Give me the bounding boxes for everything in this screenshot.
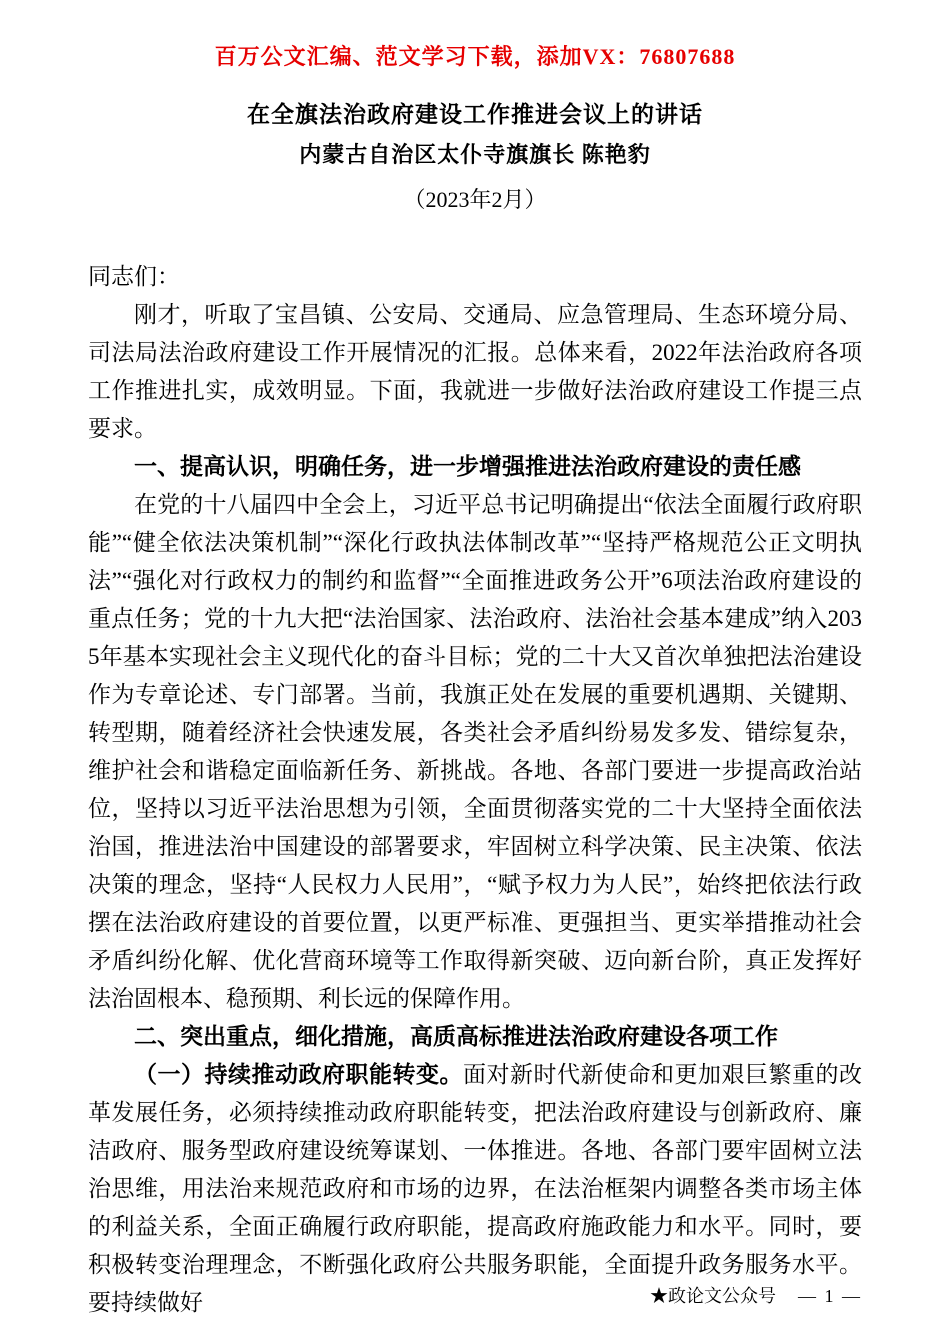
subsection-heading-lead: （一）持续推动政府职能转变。 xyxy=(134,1062,463,1087)
paragraph-section-2 xyxy=(88,1056,862,1322)
document-body xyxy=(88,258,862,1322)
header-promo-notice: 百万公文汇编、范文学习下载，添加VX：76807688 xyxy=(214,44,736,69)
salutation: 同志们： xyxy=(88,264,180,289)
section-heading-2: 二、突出重点，细化措施，高质高标推进法治政府建设各项工作 xyxy=(134,1024,778,1049)
document-title: 在全旗法治政府建设工作推进会议上的讲话 xyxy=(247,102,703,127)
subsection-body-text: 面对新时代新使命和更加艰巨繁重的改革发展任务，必须持续推动政府职能转变，把法治政府建设与创新政府、廉洁政府、服务型政府建设统筹谋划、一体推进。各地、各部门要牢固树立法治思维，用法治来规范政府和市场的边界，在法治框架内调整各类市场主体的利益关系，全面正确履行政府职能，提高政府施政能力和水平。同时，要积极转变治理理念，不断强化政府公共服务职能，全面提升政务服务水平。要持续做好 xyxy=(88,1062,862,1315)
footer-source-label: ★政论文公众号 xyxy=(650,1286,776,1306)
paragraph-section-1: 在党的十八届四中全会上，习近平总书记明确提出“依法全面履行政府职能”“健全依法决策机制”“深化行政执法体制改革”“坚持严格规范公正文明执法”“强化对行政权力的制约和监督”“全面推进政务公开”6项法治政府建设的重点任务；党的十九大把“法治国家、法治政府、法治社会基本建成”纳入2035年基本实现社会主义现代化的奋斗目标；党的二十大又首次单独把法治建设作为专章论述、专门部署。当前，我旗正处在发展的重要机遇期、关键期、转型期，随着经济社会快速发展，各类社会矛盾纠纷易发多发、错综复杂，维护社会和谐稳定面临新任务、新挑战。各地、各部门要进一步提高政治站位，坚持以习近平法治思想为引领，全面贯彻落实党的二十大坚持全面依法治国，推进法治中国建设的部署要求，牢固树立科学决策、民主决策、依法决策的理念，坚持“人民权力人民用”，“赋予权力为人民”，始终把依法行政摆在法治政府建设的首要位置，以更严标准、更强担当、更实举措推动社会矛盾纠纷化解、优化营商环境等工作取得新突破、迈向新台阶，真正发挥好法治固根本、稳预期、利长远的保障作用。 xyxy=(88,492,862,1011)
page-footer xyxy=(650,1284,862,1308)
document-author: 内蒙古自治区太仆寺旗旗长 陈艳豹 xyxy=(299,142,651,167)
paragraph-intro: 刚才，听取了宝昌镇、公安局、交通局、应急管理局、生态环境分局、司法局法治政府建设工作开展情况的汇报。总体来看，2022年法治政府各项工作推进扎实，成效明显。下面，我就进一步做好法治政府建设工作提三点要求。 xyxy=(88,302,862,441)
document-date: （2023年2月） xyxy=(403,187,547,212)
section-heading-1: 一、提高认识，明确任务，进一步增强推进法治政府建设的责任感 xyxy=(134,454,801,479)
page-number: — 1 — xyxy=(798,1286,862,1306)
